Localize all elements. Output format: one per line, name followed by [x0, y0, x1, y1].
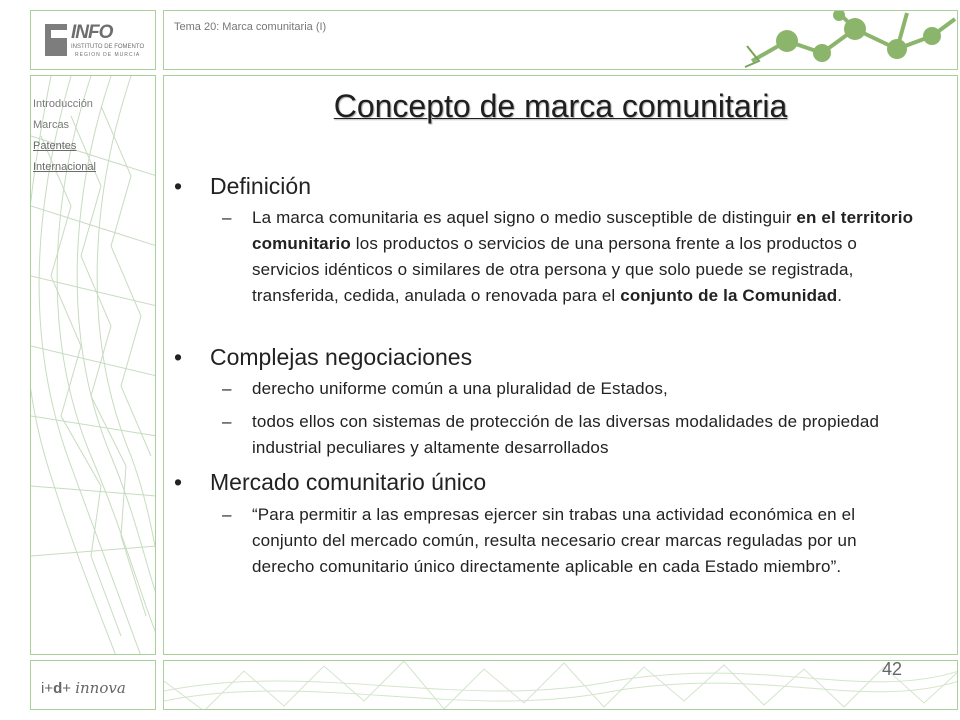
footer-bar: [163, 660, 958, 710]
nav-item-marcas[interactable]: Marcas: [33, 119, 70, 131]
sidebar-nav: [30, 75, 156, 655]
sub-item: [222, 502, 922, 580]
nav-item-internacional[interactable]: Internacional: [33, 161, 96, 173]
page-number: 42: [881, 660, 902, 679]
dash-marker: –: [222, 379, 232, 398]
sub-item: [222, 205, 922, 309]
footer-logo-box: [30, 660, 156, 710]
logo-line2: REGION DE MURCIA: [75, 52, 141, 58]
brand-i: i: [41, 680, 45, 697]
nav-item-introduccion[interactable]: Introducción: [33, 98, 93, 110]
header-title: Tema 20: Marca comunitaria (I): [174, 21, 327, 33]
sub-text-part: los productos o servicios de una persona frente a los productos o servicios idénticos o similares de otra persona y que solo puede se registrada, transferida, cedida, anulada o renovada para el: [252, 234, 857, 305]
brand-innova: innova: [75, 679, 126, 697]
header-bar: [163, 10, 958, 70]
sub-text: todos ellos con sistemas de protección de las diversas modalidades de propiedad industrial peculiares y altamente desarrollados: [252, 412, 880, 457]
slide-title: Concepto de marca comunitaria: [333, 88, 788, 124]
idi-innova-logo: [41, 679, 126, 697]
molecule-icon: [727, 11, 957, 69]
sub-text-bold: conjunto de la Comunidad: [620, 286, 838, 305]
sub-text-part: La marca comunitaria es aquel signo o medio susceptible de distinguir: [252, 208, 797, 227]
brand-d: d: [53, 680, 63, 697]
dash-marker: –: [222, 208, 232, 227]
bullet-dot: •: [174, 173, 183, 199]
logo-word: INFO: [71, 22, 113, 43]
sub-text: “Para permitir a las empresas ejercer sin trabas una actividad económica en el conjunto del mercado común, resulta necesario crear marcas reguladas por un derecho comunitario único directamente aplicable en cada Estado miembro”.: [252, 505, 857, 576]
brand-plus: +: [62, 680, 72, 697]
slide-content: [163, 75, 958, 655]
footer-wireframe-decoration: [164, 661, 958, 710]
dash-marker: –: [222, 505, 232, 524]
sub-item: [222, 409, 922, 461]
logo-line1: INSTITUTO DE FOMENTO: [71, 44, 145, 50]
sub-text-bold: en el territorio comunitario: [252, 208, 914, 253]
brand-plus: +: [44, 680, 54, 697]
bullet-label: Definición: [210, 173, 311, 199]
info-logo-icon: [45, 24, 67, 56]
bullet-dot: •: [174, 469, 183, 495]
sub-text: derecho uniforme común a una pluralidad de Estados,: [252, 379, 668, 398]
info-logo-box: [30, 10, 156, 70]
sub-item: [222, 376, 922, 402]
sub-text-part: .: [837, 286, 843, 305]
bullet-label: Mercado comunitario único: [210, 469, 487, 495]
bullet-dot: •: [174, 344, 183, 370]
sub-text: [252, 205, 922, 309]
dash-marker: –: [222, 412, 232, 431]
bullet-label: Complejas negociaciones: [210, 344, 473, 370]
nav-item-patentes[interactable]: Patentes: [33, 140, 77, 152]
nav-links: [33, 94, 96, 178]
